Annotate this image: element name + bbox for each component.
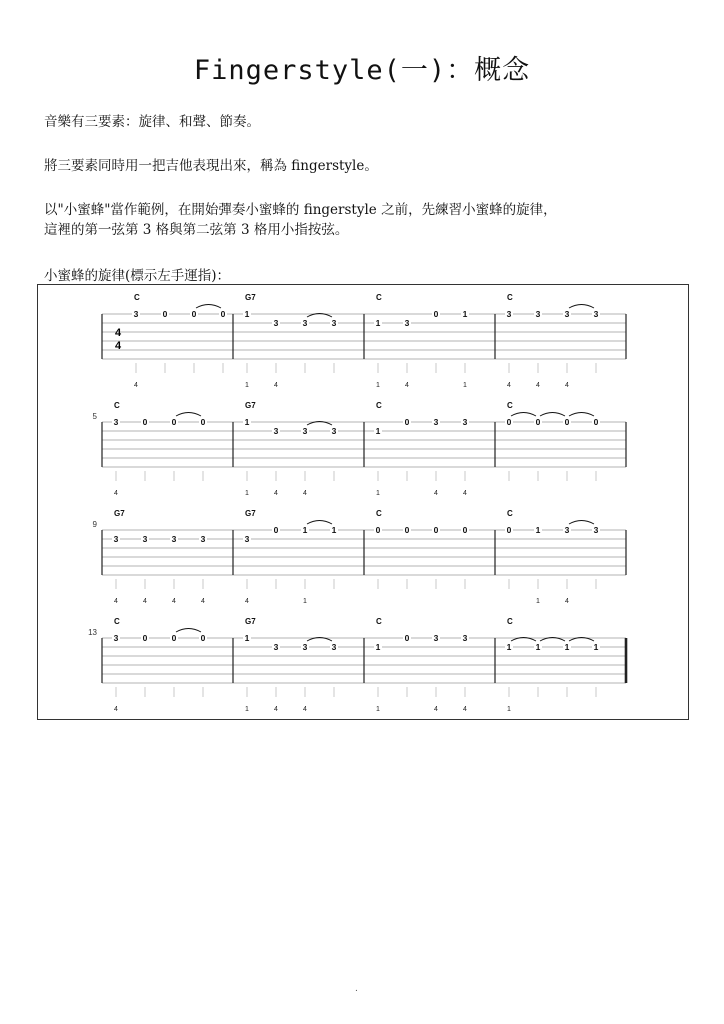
tab-fret-number: 0: [593, 417, 599, 427]
tab-chord-name: C: [134, 293, 140, 302]
tab-fret-number: 3: [273, 642, 279, 652]
tablature-frame: [37, 284, 689, 720]
tab-finger-number: 4: [507, 382, 511, 389]
tab-finger-number: 1: [463, 382, 467, 389]
tab-finger-number: 1: [376, 382, 380, 389]
tab-measure-number: 9: [92, 520, 97, 529]
tab-fret-number: 0: [564, 417, 570, 427]
tab-chord-name: G7: [245, 509, 256, 518]
footer-mark: .: [355, 984, 358, 994]
tab-fret-number: 0: [433, 525, 439, 535]
tab-chord-name: C: [376, 293, 382, 302]
tab-fret-number: 1: [244, 633, 250, 643]
tab-fret-number: 1: [535, 642, 541, 652]
tab-finger-number: 4: [405, 382, 409, 389]
tab-fret-number: 3: [535, 309, 541, 319]
tab-finger-number: 4: [463, 490, 467, 497]
tab-fret-number: 3: [506, 309, 512, 319]
tab-fret-number: 0: [220, 309, 226, 319]
tab-tie-arc: [540, 413, 565, 417]
tab-fret-number: 1: [462, 309, 468, 319]
tab-fret-number: 0: [506, 417, 512, 427]
tab-fret-number: 0: [162, 309, 168, 319]
tab-chord-name: C: [507, 293, 513, 302]
tab-fret-number: 1: [244, 417, 250, 427]
tab-chord-name: G7: [114, 509, 125, 518]
tab-fret-number: 3: [302, 426, 308, 436]
tab-chord-name: G7: [245, 401, 256, 410]
tab-fret-number: 0: [433, 309, 439, 319]
tab-fret-number: 0: [200, 417, 206, 427]
tab-finger-number: 4: [114, 598, 118, 605]
tab-fret-number: 0: [462, 525, 468, 535]
tab-fret-number: 1: [506, 642, 512, 652]
tab-finger-number: 4: [463, 706, 467, 713]
tab-fret-number: 1: [244, 309, 250, 319]
tab-finger-number: 4: [274, 706, 278, 713]
tab-finger-number: 4: [274, 490, 278, 497]
tab-fret-number: 1: [593, 642, 599, 652]
tab-chord-name: C: [114, 617, 120, 626]
tab-fret-number: 1: [331, 525, 337, 535]
tab-finger-number: 4: [434, 490, 438, 497]
tab-finger-number: 1: [245, 706, 249, 713]
tab-time-signature-top: 4: [114, 327, 122, 339]
tab-finger-number: 4: [201, 598, 205, 605]
tab-fret-number: 0: [535, 417, 541, 427]
tab-finger-number: 4: [143, 598, 147, 605]
tab-fret-number: 3: [171, 534, 177, 544]
tab-finger-number: 4: [303, 490, 307, 497]
tab-chord-name: C: [376, 617, 382, 626]
tab-fret-number: 3: [113, 417, 119, 427]
tab-fret-number: 0: [191, 309, 197, 319]
tab-chord-name: C: [507, 509, 513, 518]
tab-finger-number: 1: [303, 598, 307, 605]
tab-fret-number: 3: [273, 426, 279, 436]
tab-fret-number: 0: [404, 525, 410, 535]
tab-fret-number: 3: [142, 534, 148, 544]
tab-measure-number: 13: [88, 628, 97, 637]
tab-fret-number: 3: [564, 525, 570, 535]
tab-tie-arc: [176, 629, 201, 633]
tab-tie-arc: [569, 413, 594, 417]
tab-tie-arc: [569, 305, 594, 309]
tab-fret-number: 3: [133, 309, 139, 319]
tab-finger-number: 4: [303, 706, 307, 713]
tab-fret-number: 0: [142, 417, 148, 427]
tab-fret-number: 0: [200, 633, 206, 643]
tab-finger-number: 1: [245, 382, 249, 389]
tab-fret-number: 3: [244, 534, 250, 544]
tab-finger-number: 4: [274, 382, 278, 389]
tab-chord-name: G7: [245, 617, 256, 626]
tab-chord-name: C: [507, 617, 513, 626]
tab-finger-number: 1: [245, 490, 249, 497]
tab-fret-number: 1: [375, 642, 381, 652]
tab-fret-number: 0: [375, 525, 381, 535]
tab-fret-number: 3: [593, 309, 599, 319]
intro-paragraph-pinky: 這裡的第一弦第 3 格與第二弦第 3 格用小指按弦。: [44, 222, 349, 238]
tab-fret-number: 3: [462, 417, 468, 427]
tab-chord-name: C: [376, 509, 382, 518]
tab-chord-name: C: [114, 401, 120, 410]
tab-tie-arc: [196, 305, 221, 309]
tab-measure-number: 5: [92, 412, 97, 421]
tab-tie-arc: [176, 413, 201, 417]
tab-time-signature-bottom: 4: [114, 340, 122, 352]
tab-fret-number: 0: [142, 633, 148, 643]
tab-fret-number: 3: [331, 642, 337, 652]
tab-chord-name: C: [507, 401, 513, 410]
tab-fret-number: 3: [113, 633, 119, 643]
tab-fret-number: 0: [404, 417, 410, 427]
tab-tie-arc: [569, 521, 594, 525]
tab-fret-number: 3: [200, 534, 206, 544]
tab-finger-number: 1: [376, 706, 380, 713]
tab-fret-number: 3: [331, 426, 337, 436]
tab-fret-number: 1: [564, 642, 570, 652]
tab-fret-number: 3: [433, 417, 439, 427]
tab-finger-number: 4: [536, 382, 540, 389]
tab-fret-number: 1: [535, 525, 541, 535]
tab-fret-number: 3: [113, 534, 119, 544]
tab-fret-number: 0: [171, 633, 177, 643]
tab-fret-number: 1: [302, 525, 308, 535]
tab-finger-number: 4: [134, 382, 138, 389]
tab-finger-number: 1: [376, 490, 380, 497]
tab-fret-number: 3: [273, 318, 279, 328]
tab-fret-number: 0: [506, 525, 512, 535]
tablature-score: [38, 285, 690, 721]
tab-fret-number: 3: [462, 633, 468, 643]
tab-fret-number: 3: [593, 525, 599, 535]
tab-fret-number: 0: [273, 525, 279, 535]
tab-chord-name: G7: [245, 293, 256, 302]
intro-paragraph-example: 以"小蜜蜂"當作範例，在開始彈奏小蜜蜂的 fingerstyle 之前，先練習小蜜蜂的旋律，: [44, 202, 557, 218]
tab-finger-number: 4: [245, 598, 249, 605]
tab-fret-number: 3: [564, 309, 570, 319]
tab-finger-number: 4: [565, 382, 569, 389]
tab-fret-number: 3: [331, 318, 337, 328]
tab-caption: 小蜜蜂的旋律(標示左手運指)：: [44, 268, 231, 284]
tab-finger-number: 4: [434, 706, 438, 713]
tab-fret-number: 1: [375, 426, 381, 436]
tab-fret-number: 3: [302, 642, 308, 652]
tab-tie-arc: [307, 521, 332, 525]
tab-fret-number: 0: [404, 633, 410, 643]
tab-tie-arc: [511, 413, 536, 417]
tab-fret-number: 3: [302, 318, 308, 328]
tab-finger-number: 4: [172, 598, 176, 605]
tab-fret-number: 3: [404, 318, 410, 328]
tab-fret-number: 3: [433, 633, 439, 643]
intro-paragraph-elements: 音樂有三要素：旋律、和聲、節奏。: [44, 114, 260, 130]
tab-finger-number: 4: [114, 706, 118, 713]
intro-paragraph-fingerstyle: 將三要素同時用一把吉他表現出來，稱為 fingerstyle。: [44, 158, 378, 174]
tab-chord-name: C: [376, 401, 382, 410]
tab-finger-number: 1: [507, 706, 511, 713]
tab-finger-number: 4: [565, 598, 569, 605]
tab-finger-number: 1: [536, 598, 540, 605]
page-title: Fingerstyle(一)：概念: [193, 55, 531, 86]
tab-fret-number: 0: [171, 417, 177, 427]
tab-finger-number: 4: [114, 490, 118, 497]
tab-fret-number: 1: [375, 318, 381, 328]
